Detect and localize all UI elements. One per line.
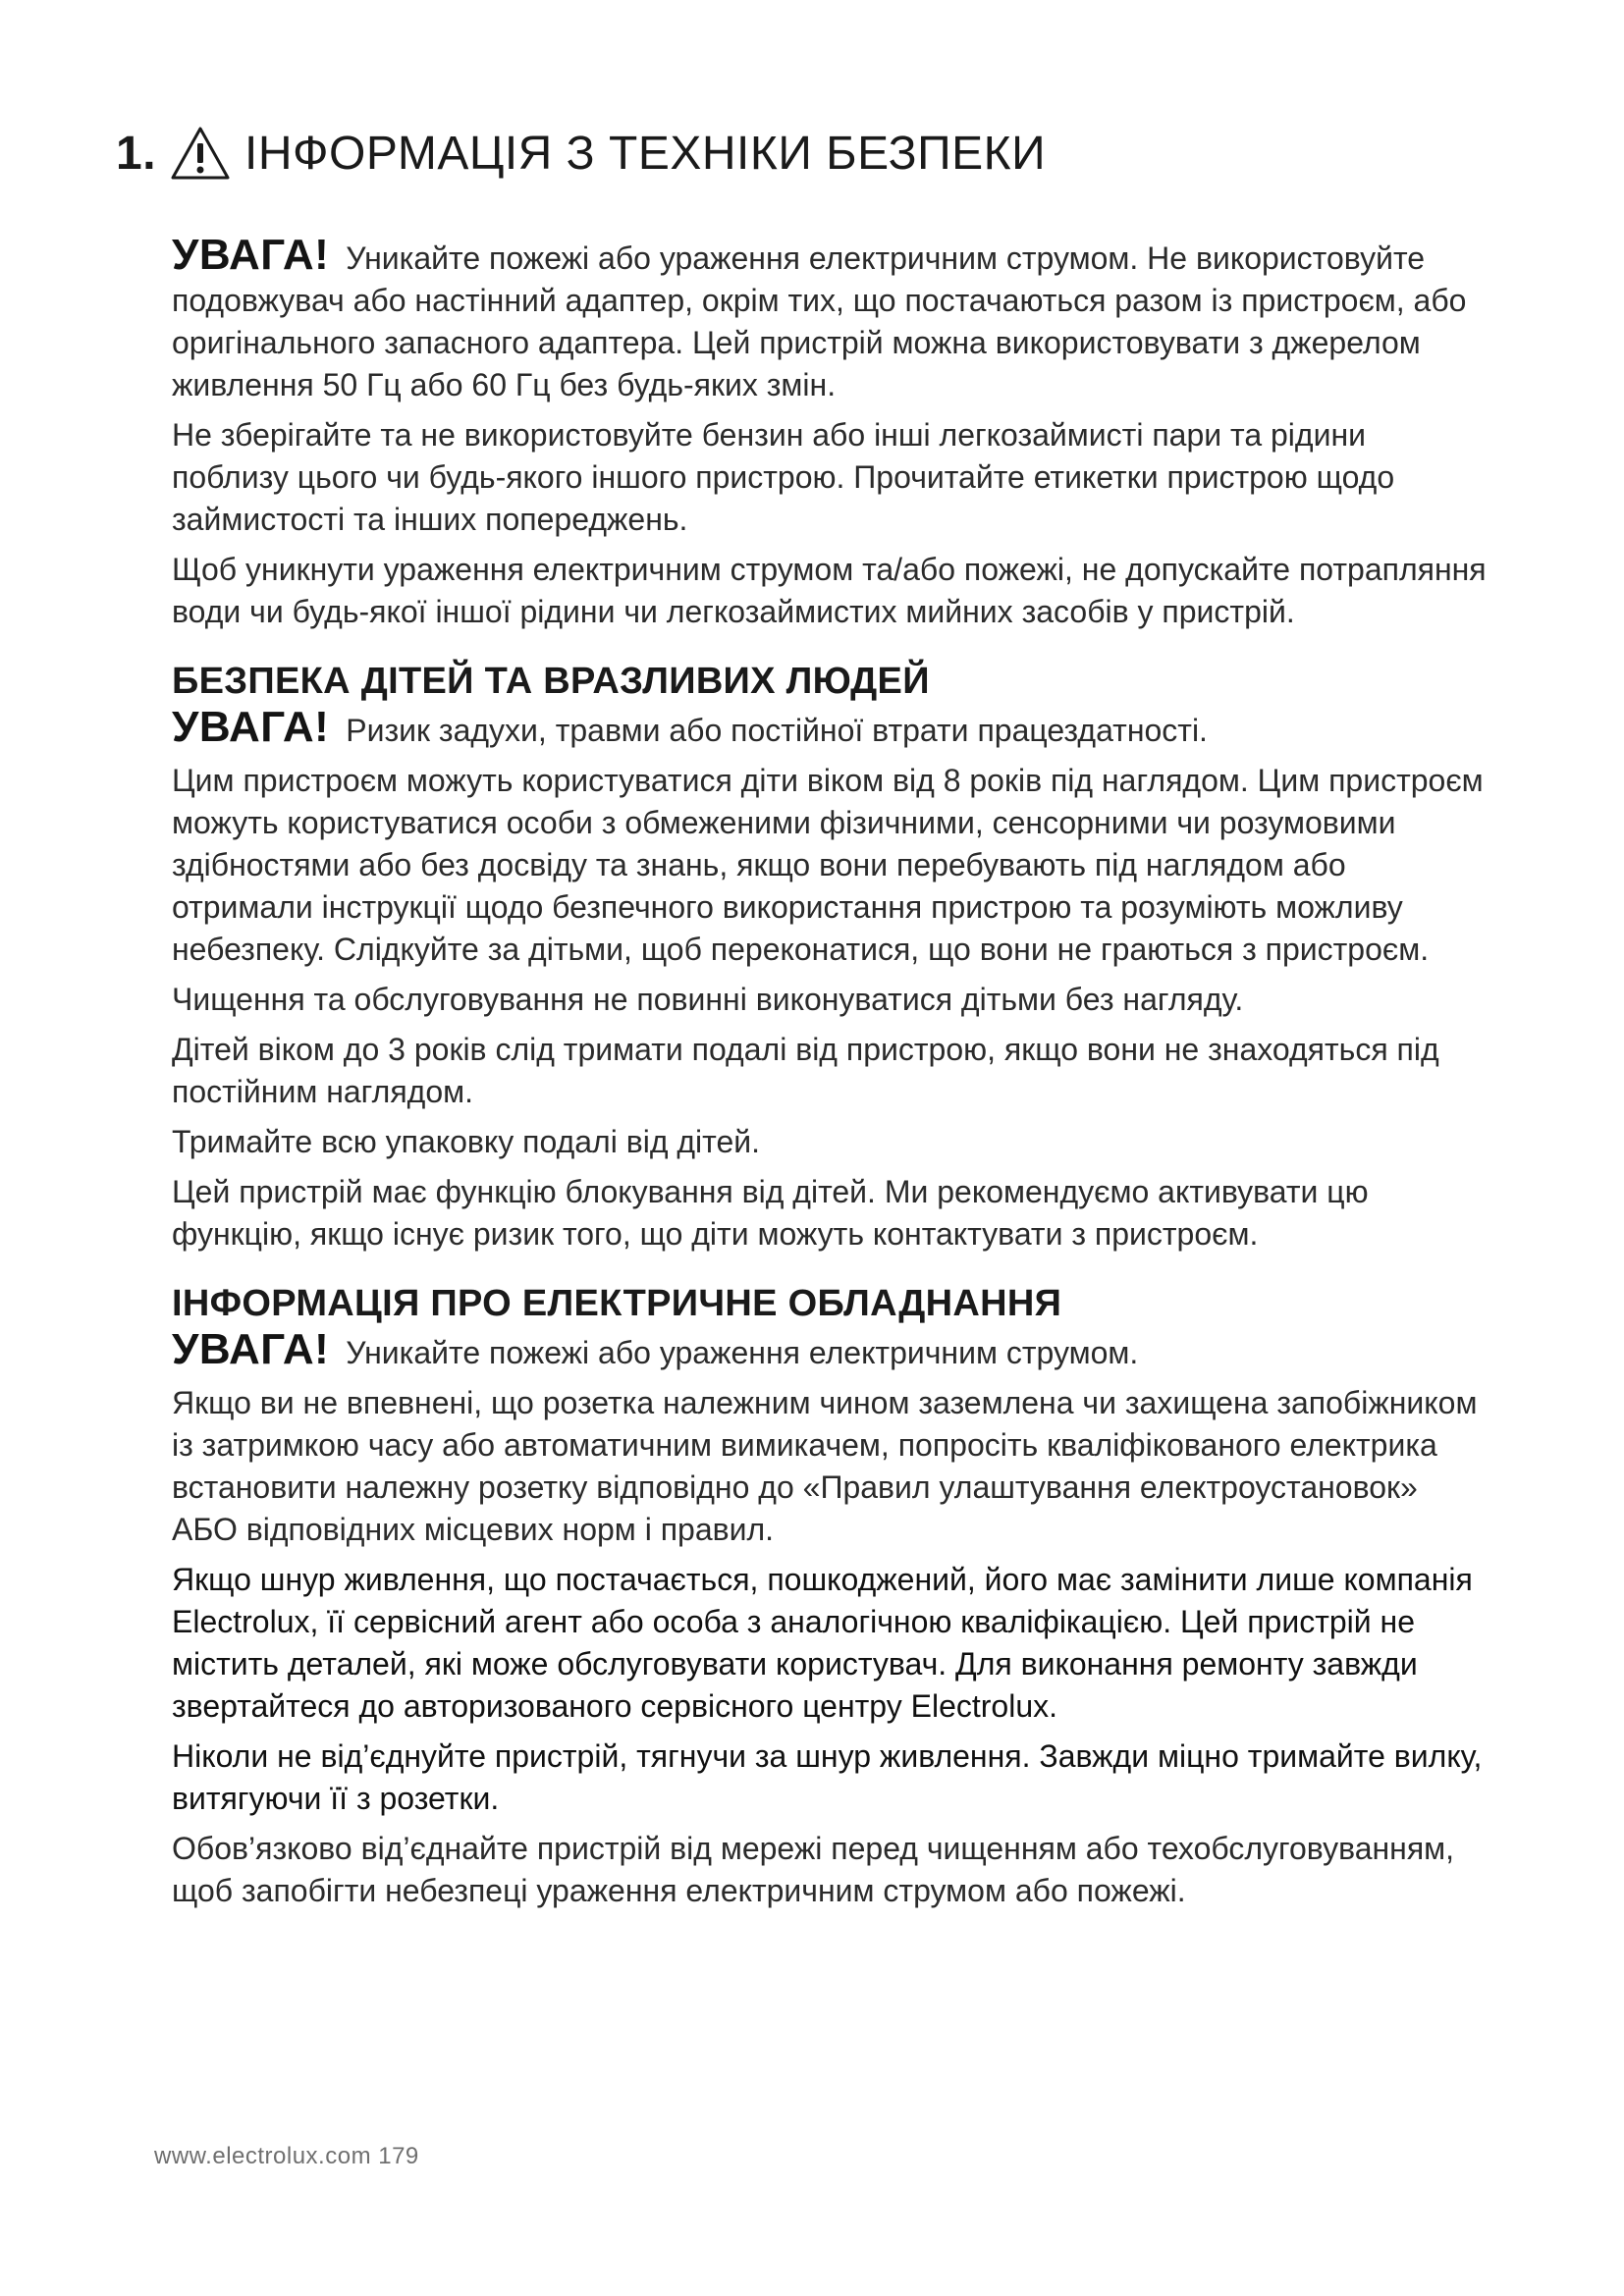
intro-warning-text: Уникайте пожежі або ураження електричним струмом. Не використовуйте подовжувач або настінний адаптер, окрім тих, що постачаються разом із пристроєм, або оригінального запасного адаптера. Цей пристрій можна використовувати з джерелом живлення 50 Гц або 60 Гц без будь-яких змін.	[172, 240, 1467, 402]
warning-label: УВАГА!	[172, 231, 330, 279]
page-title	[116, 126, 1046, 181]
section-number: 1.	[116, 127, 157, 180]
children-warning-paragraph	[172, 703, 1488, 752]
electrical-paragraph-3: Ніколи не від’єднуйте пристрій, тягнучи за шнур живлення. Завжди міцно тримайте вилку, витягуючи її з розетки.	[172, 1738, 1483, 1816]
electrical-paragraph-2: Якщо шнур живлення, що постачається, пошкоджений, його має замінити лише компанія Electrolux, її сервісний агент або особа з аналогічною кваліфікацією. Цей пристрій не містить деталей, які може обслуговувати користувач. Для виконання ремонту завжди звертайтеся до авторизованого сервісного центру Electrolux.	[172, 1562, 1473, 1724]
intro-paragraph-2: Не зберігайте та не використовуйте бензин або інші легкозаймисті пари та рідини поблизу цього чи будь-якого іншого пристрою. Прочитайте етикетки пристрою щодо займистості та інших попереджень.	[172, 417, 1395, 537]
warning-label: УВАГА!	[172, 703, 330, 751]
content-body	[172, 231, 1488, 1920]
electrical-paragraph-4: Обов’язково від’єднайте пристрій від мережі перед чищенням або техобслуговуванням, щоб запобігти небезпеці ураження електричним струмом або пожежі.	[172, 1831, 1455, 1908]
section-heading-electrical: ІНФОРМАЦІЯ ПРО ЕЛЕКТРИЧНЕ ОБЛАДНАННЯ	[172, 1283, 1062, 1324]
electrical-warning-paragraph	[172, 1325, 1488, 1374]
warning-label: УВАГА!	[172, 1325, 330, 1373]
intro-warning-paragraph	[172, 231, 1488, 406]
children-paragraph-4: Тримайте всю упаковку подалі від дітей.	[172, 1124, 761, 1159]
children-paragraph-3: Дітей віком до 3 років слід тримати подалі від пристрою, якщо вони не знаходяться під постійним наглядом.	[172, 1032, 1439, 1109]
electrical-paragraph-1: Якщо ви не впевнені, що розетка належним чином заземлена чи захищена запобіжником із затримкою часу або автоматичним вимикачем, попросіть кваліфікованого електрика встановити належну розетку відповідно до «Правил улаштування електроустановок» АБО відповідних місцевих норм і правил.	[172, 1385, 1478, 1547]
warning-triangle-icon	[170, 126, 231, 181]
electrical-warning-text: Уникайте пожежі або ураження електричним струмом.	[346, 1335, 1139, 1370]
children-paragraph-5: Цей пристрій має функцію блокування від дітей. Ми рекомендуємо активувати цю функцію, якщо існує ризик того, що діти можуть контактувати з пристроєм.	[172, 1174, 1369, 1252]
children-paragraph-2: Чищення та обслуговування не повинні виконуватися дітьми без нагляду.	[172, 982, 1244, 1017]
page-footer: www.electrolux.com 179	[154, 2143, 419, 2169]
children-paragraph-1: Цим пристроєм можуть користуватися діти віком від 8 років під наглядом. Цим пристроєм можуть користуватися особи з обмеженими фізичними, сенсорними чи розумовими здібностями або без досвіду та знань, якщо вони перебувають під наглядом або отримали інструкції щодо безпечного використання пристрою та розуміють можливу небезпеку. Слідкуйте за дітьми, щоб переконатися, що вони не граються з пристроєм.	[172, 763, 1484, 967]
section-heading-children: БЕЗПЕКА ДІТЕЙ ТА ВРАЗЛИВИХ ЛЮДЕЙ	[172, 661, 930, 702]
page-title-text: ІНФОРМАЦІЯ З ТЕХНІКИ БЕЗПЕКИ	[244, 127, 1047, 180]
children-warning-text: Ризик задухи, травми або постійної втрати працездатності.	[346, 713, 1208, 748]
intro-paragraph-3: Щоб уникнути ураження електричним струмом та/або пожежі, не допускайте потрапляння води чи будь-якої іншої рідини чи легкозаймистих мийних засобів у пристрій.	[172, 552, 1487, 629]
